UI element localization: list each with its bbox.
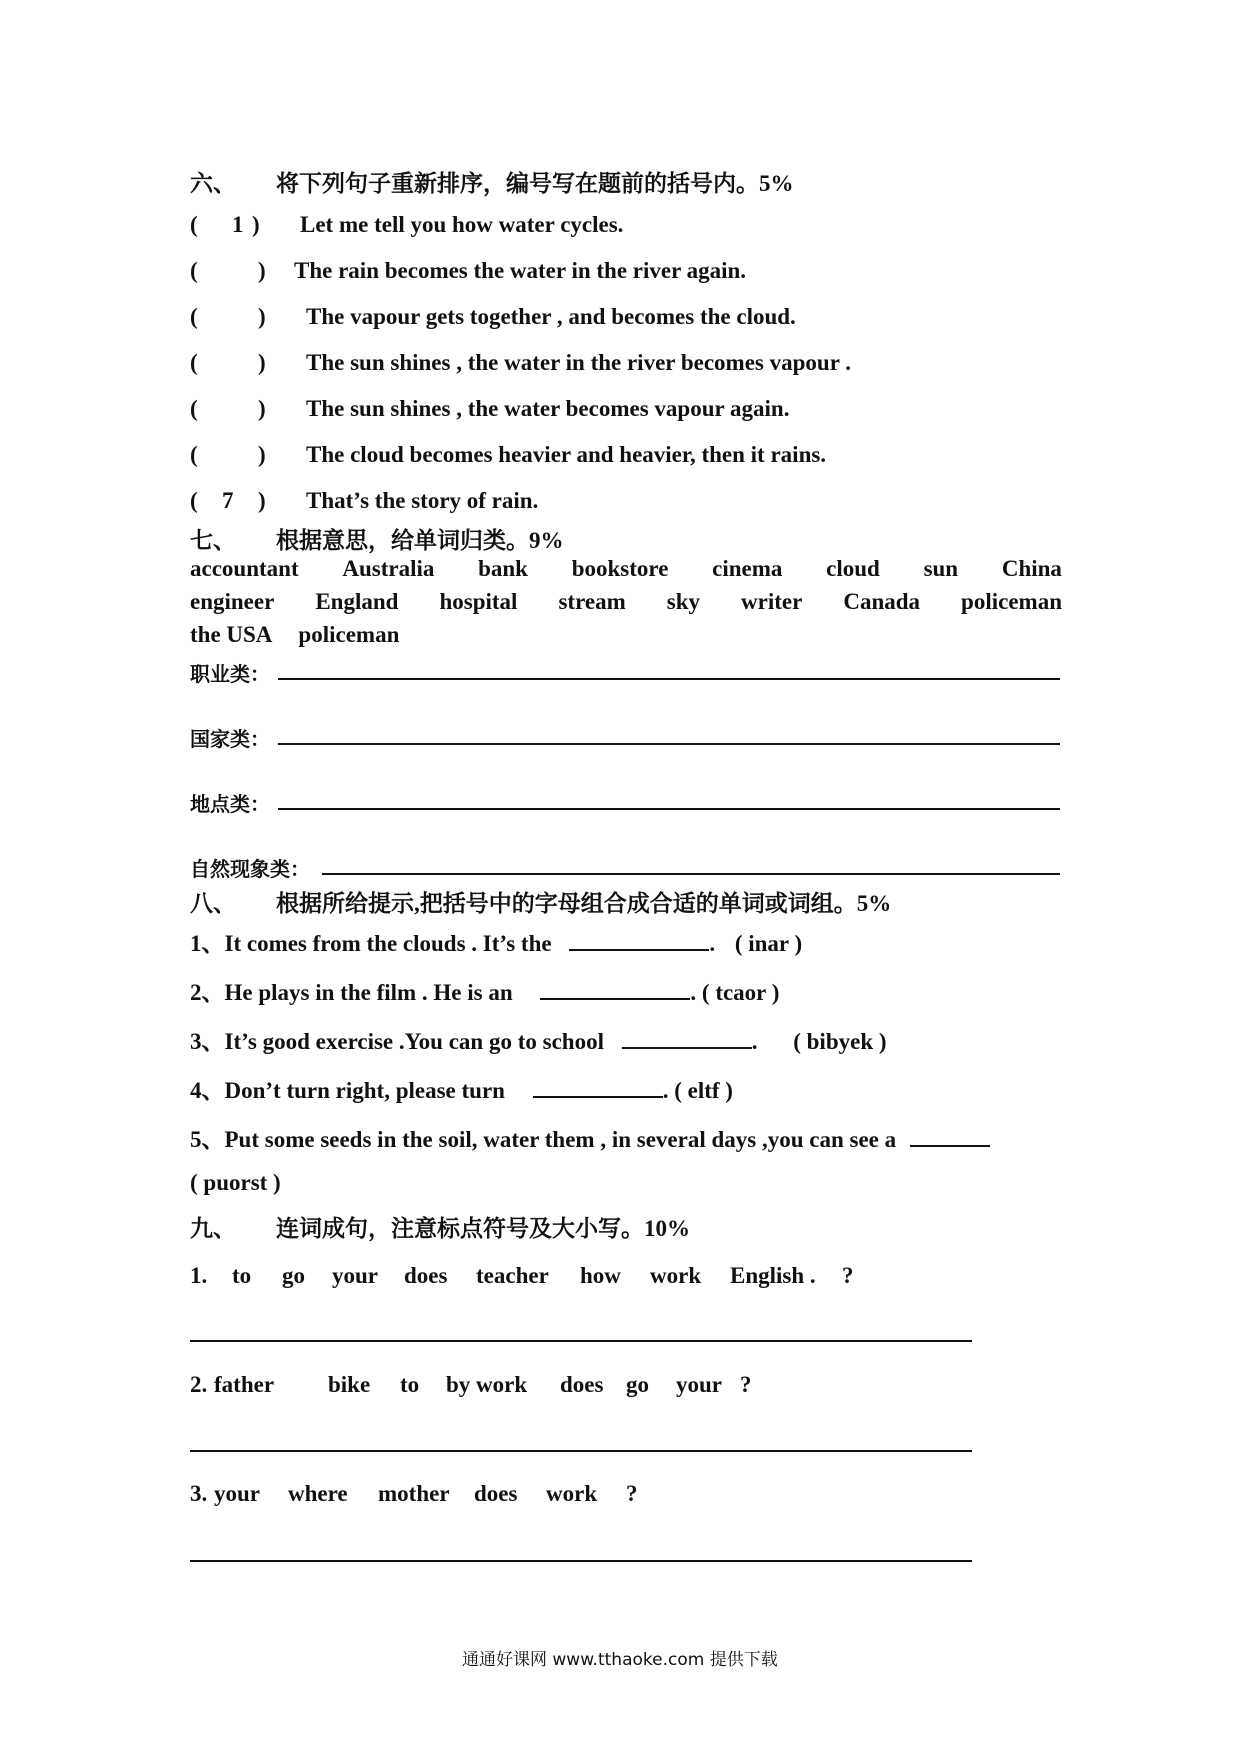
item-sentence: He plays in the film . He is an xyxy=(224,980,513,1005)
category-label-countries: 国家类： xyxy=(190,727,270,751)
reorder-item-1 xyxy=(190,212,1090,242)
fill-item-4 xyxy=(190,1072,733,1105)
word: to xyxy=(232,1263,252,1288)
reorder-item-2 xyxy=(190,258,1090,288)
section-7-title: 根据意思，给单词归类。9% xyxy=(276,528,564,553)
reorder-item-7 xyxy=(190,488,1090,518)
reorder-item-4 xyxy=(190,350,1090,380)
fill-item-1 xyxy=(190,925,802,958)
reorder-item-3 xyxy=(190,304,1090,334)
section-6-heading xyxy=(190,165,794,198)
word: accountant xyxy=(190,556,299,581)
sentence-end: . xyxy=(751,1029,758,1054)
order-number: 7 xyxy=(222,488,234,513)
word: policeman xyxy=(961,589,1062,614)
word: ? xyxy=(626,1481,638,1506)
item-sentence: It comes from the clouds . It’s the xyxy=(224,931,552,956)
section-7-number: 七、 xyxy=(190,528,236,553)
answer-line-sentence-2[interactable] xyxy=(190,1450,972,1452)
sentence-end: . xyxy=(690,980,697,1005)
word: father xyxy=(214,1372,275,1397)
word: bookstore xyxy=(571,556,669,581)
scrambled-sentence-3 xyxy=(190,1481,870,1507)
reorder-sentence: That’s the story of rain. xyxy=(306,488,539,513)
paren-open: ( xyxy=(190,350,198,375)
word: sun xyxy=(923,556,959,581)
item-sentence: Put some seeds in the soil, water them , in several days ,you can see a xyxy=(224,1127,897,1152)
paren-open: ( xyxy=(190,258,198,283)
word: hospital xyxy=(439,589,518,614)
order-number: 1 xyxy=(232,212,244,237)
category-label-places: 地点类： xyxy=(190,792,270,816)
answer-line-sentence-1[interactable] xyxy=(190,1340,972,1342)
word: by work xyxy=(446,1372,528,1397)
answer-blank[interactable] xyxy=(540,976,690,1000)
reorder-item-5 xyxy=(190,396,1090,426)
word: England xyxy=(315,589,399,614)
word: bike xyxy=(328,1372,371,1397)
word: mother xyxy=(378,1481,450,1506)
item-number: 1. xyxy=(190,1263,208,1288)
word: work xyxy=(650,1263,702,1288)
fill-item-2 xyxy=(190,974,779,1007)
word: China xyxy=(1001,556,1062,581)
section-6-title: 将下列句子重新排序，编号写在题前的括号内。5% xyxy=(276,171,794,196)
section-8-heading xyxy=(190,885,891,918)
paren-open: ( xyxy=(190,304,198,329)
word: Canada xyxy=(843,589,921,614)
word: ? xyxy=(740,1372,752,1397)
section-8-number: 八、 xyxy=(190,891,236,916)
word: to xyxy=(400,1372,420,1397)
section-9-heading xyxy=(190,1210,690,1243)
sentence-end: . xyxy=(709,931,716,956)
word: your xyxy=(214,1481,260,1506)
paren-close: ) xyxy=(258,350,266,375)
item-sentence: Don’t turn right, please turn xyxy=(224,1078,505,1103)
word: ? xyxy=(842,1263,854,1288)
section-9-title: 连词成句，注意标点符号及大小写。10% xyxy=(276,1216,690,1241)
paren-close: ) xyxy=(258,488,266,513)
section-8-title: 根据所给提示,把括号中的字母组合成合适的单词或词组。5% xyxy=(276,891,892,916)
word: Australia xyxy=(342,556,435,581)
section-9-number: 九、 xyxy=(190,1216,236,1241)
word: does xyxy=(474,1481,518,1506)
word: does xyxy=(404,1263,448,1288)
scrambled-sentence-2 xyxy=(190,1372,870,1398)
item-number: 2、 xyxy=(190,980,225,1005)
word: your xyxy=(676,1372,722,1397)
word: policeman xyxy=(298,622,400,647)
footer-source: 通通好课网 www.tthaoke.com 提供下载 xyxy=(462,1650,778,1670)
answer-line-countries[interactable] xyxy=(278,743,1060,745)
letter-hint: ( inar ) xyxy=(734,931,803,956)
word: teacher xyxy=(476,1263,549,1288)
letter-hint: ( tcaor ) xyxy=(701,980,780,1005)
item-sentence: It’s good exercise .You can go to school xyxy=(224,1029,604,1054)
fill-item-5-hint xyxy=(190,1170,281,1196)
item-number: 3. xyxy=(190,1481,208,1506)
word: cloud xyxy=(826,556,880,581)
word: where xyxy=(288,1481,348,1506)
paren-close: ) xyxy=(258,258,266,283)
word-bank-row-1 xyxy=(190,556,1062,582)
fill-item-5 xyxy=(190,1121,990,1154)
word-bank-row-2 xyxy=(190,589,1062,615)
reorder-sentence: The rain becomes the water in the river again. xyxy=(294,258,747,283)
paren-open: ( xyxy=(190,396,198,421)
paren-close: ) xyxy=(258,396,266,421)
reorder-sentence: Let me tell you how water cycles. xyxy=(300,212,624,237)
reorder-item-6 xyxy=(190,442,1090,472)
reorder-sentence: The cloud becomes heavier and heavier, then it rains. xyxy=(306,442,827,467)
word: the USA xyxy=(190,622,273,647)
word: work xyxy=(546,1481,598,1506)
word: go xyxy=(626,1372,649,1397)
word: does xyxy=(560,1372,604,1397)
item-number: 2. xyxy=(190,1372,208,1397)
section-6-number: 六、 xyxy=(190,171,236,196)
item-number: 1、 xyxy=(190,931,225,956)
letter-hint: ( eltf ) xyxy=(674,1078,733,1103)
item-number: 3、 xyxy=(190,1029,225,1054)
answer-blank[interactable] xyxy=(533,1074,663,1098)
answer-line-jobs[interactable] xyxy=(278,678,1060,680)
word: bank xyxy=(478,556,528,581)
word: engineer xyxy=(190,589,275,614)
letter-hint: ( bibyek ) xyxy=(793,1029,887,1054)
scrambled-sentence-1 xyxy=(190,1263,870,1289)
fill-item-3 xyxy=(190,1023,887,1056)
category-label-jobs: 职业类： xyxy=(190,662,270,686)
answer-line-nature[interactable] xyxy=(322,873,1060,875)
answer-blank[interactable] xyxy=(622,1025,752,1049)
answer-line-places[interactable] xyxy=(278,808,1060,810)
paren-open: ( xyxy=(190,442,198,467)
paren-close: ) xyxy=(258,442,266,467)
word: sky xyxy=(666,589,700,614)
paren-close: ) xyxy=(252,212,260,237)
item-number: 4、 xyxy=(190,1078,225,1103)
paren-close: ) xyxy=(258,304,266,329)
sentence-end: . xyxy=(662,1078,669,1103)
word: cinema xyxy=(712,556,783,581)
answer-blank[interactable] xyxy=(910,1123,990,1147)
section-7-heading xyxy=(190,522,564,555)
word: how xyxy=(580,1263,621,1288)
category-label-nature: 自然现象类： xyxy=(190,857,310,881)
word: writer xyxy=(741,589,803,614)
answer-line-sentence-3[interactable] xyxy=(190,1560,972,1562)
word: go xyxy=(282,1263,305,1288)
reorder-sentence: The sun shines , the water becomes vapour again. xyxy=(306,396,790,421)
reorder-sentence: The vapour gets together , and becomes the cloud. xyxy=(306,304,796,329)
word: your xyxy=(332,1263,378,1288)
word-bank-row-3 xyxy=(190,622,1062,648)
reorder-sentence: The sun shines , the water in the river becomes vapour . xyxy=(306,350,851,375)
letter-hint: ( puorst ) xyxy=(190,1170,281,1195)
paren-open: ( xyxy=(190,488,198,513)
answer-blank[interactable] xyxy=(569,927,709,951)
word: English . xyxy=(730,1263,816,1288)
item-number: 5、 xyxy=(190,1127,225,1152)
paren-open: ( xyxy=(190,212,198,237)
word: stream xyxy=(558,589,626,614)
